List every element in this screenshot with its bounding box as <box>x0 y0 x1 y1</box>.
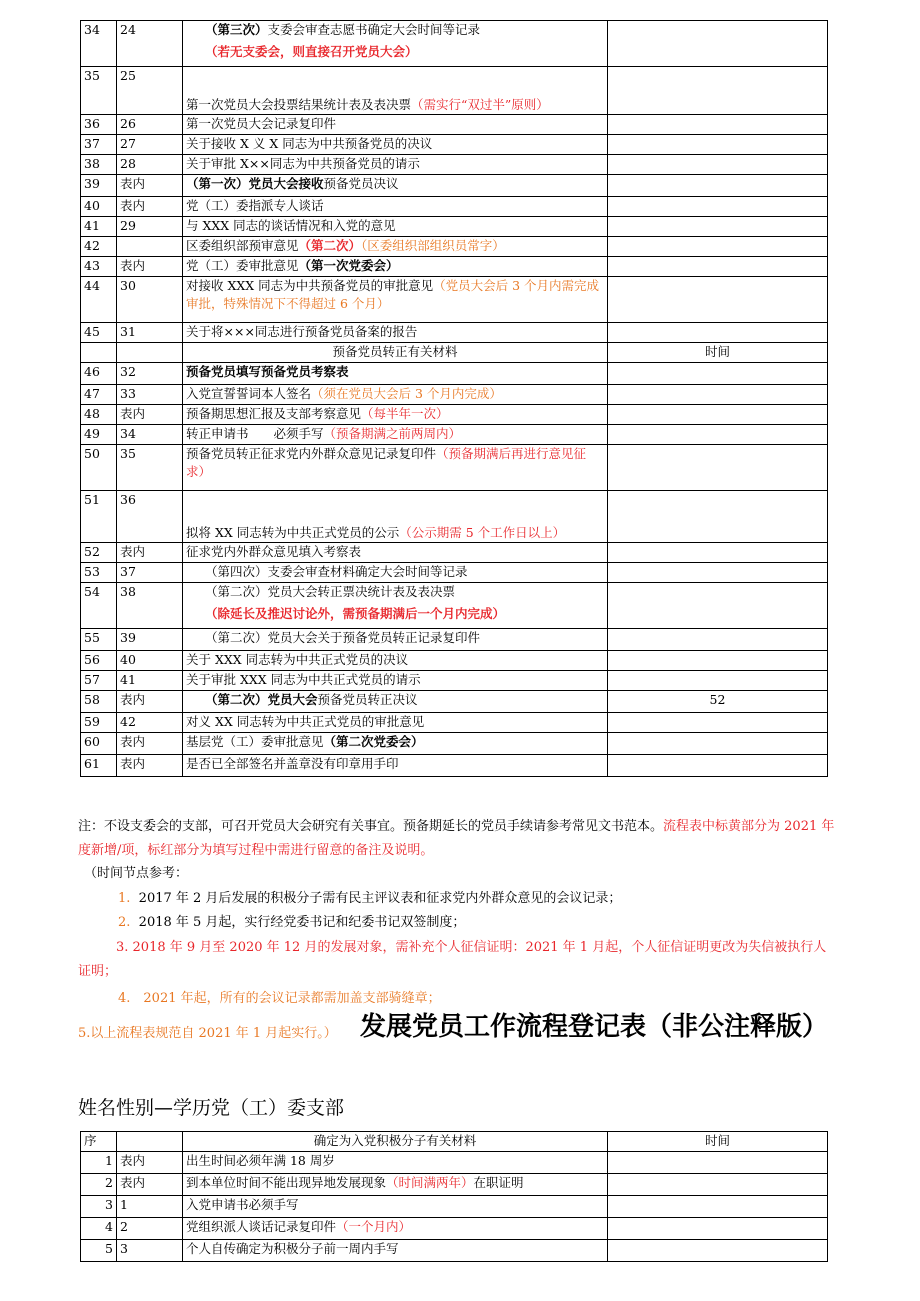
time-cell <box>608 491 828 543</box>
material-cell <box>183 257 608 277</box>
table-row <box>81 405 828 425</box>
text-segment: （须在党员大会后 3 个月内完成） <box>311 386 502 401</box>
text-segment: 转正申请书 必须手写 <box>186 426 324 441</box>
process-table-part2 <box>80 1131 828 1262</box>
ref-cell <box>117 237 183 257</box>
seq-cell: 44 <box>81 277 117 323</box>
time-cell <box>608 115 828 135</box>
seq-cell: 48 <box>81 405 117 425</box>
seq-cell: 50 <box>81 445 117 491</box>
time-cell <box>608 755 828 777</box>
ref-cell: 表内 <box>117 175 183 197</box>
table-row <box>81 629 828 651</box>
text-segment: 预备党员填写预备党员考察表 <box>186 364 349 379</box>
material-cell <box>183 629 608 651</box>
ref-cell: 表内 <box>117 755 183 777</box>
text-segment: 党（工）委指派专人谈话 <box>186 198 324 213</box>
table-row <box>81 651 828 671</box>
text-segment: 入党宣誓誓词本人签名 <box>186 386 312 401</box>
table-row <box>81 385 828 405</box>
seq-cell: 49 <box>81 425 117 445</box>
seq-cell: 59 <box>81 713 117 733</box>
process-table-part1 <box>80 20 828 777</box>
text-segment: （需实行“双过半”原则） <box>411 97 549 112</box>
seq-cell: 34 <box>81 21 117 67</box>
ref-cell: 2 <box>117 1218 183 1240</box>
ref-cell: 28 <box>117 155 183 175</box>
table-row <box>81 1196 828 1218</box>
text-segment: 到本单位时间不能出现异地发展现象 <box>186 1175 387 1190</box>
material-cell <box>183 405 608 425</box>
time-cell <box>608 1152 828 1174</box>
ref-cell: 表内 <box>117 197 183 217</box>
material-cell <box>183 445 608 491</box>
text-segment: 支委会审查志愿书确定大会时间等记录 <box>267 22 481 37</box>
ref-cell: 表内 <box>117 257 183 277</box>
text-segment: 预备党员转正征求党内外群众意见记录复印件 <box>186 446 437 461</box>
text-segment: 预备期思想汇报及支部考察意见 <box>186 406 362 421</box>
text-segment: （第一次党委会） <box>298 258 399 273</box>
material-cell <box>183 135 608 155</box>
ref-cell: 30 <box>117 277 183 323</box>
text-segment: 基层党（工）委审批意见 <box>186 734 324 749</box>
table-row <box>81 175 828 197</box>
material-cell <box>183 563 608 583</box>
time-cell <box>608 385 828 405</box>
text-segment: （预备期满之前两周内） <box>323 426 462 441</box>
ref-cell: 表内 <box>117 1152 183 1174</box>
seq-cell: 45 <box>81 323 117 343</box>
material-cell <box>183 733 608 755</box>
seq-cell: 60 <box>81 733 117 755</box>
text-segment: 征求党内外群众意见填入考察表 <box>186 544 362 559</box>
table-row <box>81 155 828 175</box>
table-row <box>81 135 828 155</box>
time-cell <box>608 1174 828 1196</box>
time-cell <box>608 405 828 425</box>
text-segment: （时间满两年） <box>386 1175 474 1190</box>
seq-cell: 51 <box>81 491 117 543</box>
text-segment: （第二次）党员大会 <box>205 692 318 707</box>
material-cell <box>183 755 608 777</box>
ref-cell: 表内 <box>117 543 183 563</box>
text-segment: （若无支委会，则直接召开党员大会） <box>205 44 418 59</box>
text-segment: 个人自传确定为积极分子前一周内手写 <box>186 1241 399 1256</box>
material-cell <box>183 543 608 563</box>
time-cell <box>608 671 828 691</box>
text-segment: 预备党员转正有关材料 <box>332 344 458 359</box>
text-segment: 出生时间必须年满 18 周岁 <box>186 1153 335 1168</box>
time-cell <box>608 583 828 629</box>
time-cell <box>608 1218 828 1240</box>
time-cell <box>608 563 828 583</box>
text-segment: 党（工）委审批意见 <box>186 258 299 273</box>
time-cell <box>608 67 828 115</box>
table-row <box>81 733 828 755</box>
material-header: 确定为入党积极分子有关材料 <box>183 1132 608 1152</box>
seq-cell: 41 <box>81 217 117 237</box>
material-remark <box>205 605 604 623</box>
text-segment: 第一次党员大会投票结果统计表及表决票 <box>186 97 412 112</box>
material-cell <box>183 323 608 343</box>
seq-cell: 46 <box>81 363 117 385</box>
text-segment: （一个月内） <box>336 1219 412 1234</box>
ref-cell: 42 <box>117 713 183 733</box>
table-row <box>81 67 828 115</box>
material-cell <box>183 1152 608 1174</box>
section-header-row <box>81 343 828 363</box>
time-cell <box>608 21 828 67</box>
table-row <box>81 323 828 343</box>
table-row <box>81 583 828 629</box>
table-row <box>81 425 828 445</box>
form-subtitle: 姓名性别—学历党（工）委支部 <box>78 1097 345 1119</box>
table-row <box>81 691 828 713</box>
text-segment: 与 XXX 同志的谈话情况和入党的意见 <box>186 218 396 233</box>
material-cell <box>183 1196 608 1218</box>
time-cell <box>608 237 828 257</box>
material-cell <box>183 197 608 217</box>
material-cell <box>183 175 608 197</box>
text-segment: 关于 XXX 同志转为中共正式党员的决议 <box>186 652 409 667</box>
text-segment: 对接收 XXX 同志为中共预备党员的审批意见 <box>186 278 434 293</box>
table-row <box>81 217 828 237</box>
material-cell <box>183 21 608 67</box>
item-1-number: 1. <box>118 891 131 906</box>
text-segment: （第二次） <box>298 238 362 253</box>
table-row <box>81 543 828 563</box>
ref-cell: 36 <box>117 491 183 543</box>
timeline-item-1 <box>118 887 878 911</box>
table-row <box>81 21 828 67</box>
text-segment: 预备党员转正决议 <box>317 692 418 707</box>
item-2-text: 2018 年 5 月起，实行经党委书记和纪委书记双签制度； <box>138 915 466 930</box>
material-cell <box>183 1218 608 1240</box>
material-cell <box>183 651 608 671</box>
text-segment: （第二次党委会） <box>323 734 424 749</box>
ref-cell: 表内 <box>117 405 183 425</box>
ref-cell <box>117 343 183 363</box>
ref-cell: 29 <box>117 217 183 237</box>
table-row <box>81 1174 828 1196</box>
material-cell <box>183 425 608 445</box>
ref-cell: 3 <box>117 1240 183 1262</box>
table-row <box>81 1152 828 1174</box>
time-cell <box>608 155 828 175</box>
material-cell <box>183 115 608 135</box>
table-row <box>81 197 828 217</box>
table-row <box>81 363 828 385</box>
material-cell <box>183 67 608 115</box>
seq-cell: 57 <box>81 671 117 691</box>
ref-cell: 31 <box>117 323 183 343</box>
ref-cell: 表内 <box>117 691 183 713</box>
time-cell <box>608 363 828 385</box>
text-segment: 关于审批 XXX 同志为中共正式党员的请示 <box>186 672 421 687</box>
table-row <box>81 1218 828 1240</box>
ref-cell: 37 <box>117 563 183 583</box>
time-cell <box>608 197 828 217</box>
seq-cell: 54 <box>81 583 117 629</box>
material-cell <box>183 671 608 691</box>
time-cell <box>608 651 828 671</box>
table-row <box>81 713 828 733</box>
note-paragraph <box>78 815 838 863</box>
material-cell <box>183 237 608 257</box>
material-cell <box>183 217 608 237</box>
seq-cell: 37 <box>81 135 117 155</box>
time-cell <box>608 425 828 445</box>
ref-cell: 41 <box>117 671 183 691</box>
ref-cell: 34 <box>117 425 183 445</box>
text-segment: （除延长及推迟讨论外，需预备期满后一个月内完成） <box>205 606 506 621</box>
text-segment: 区委组织部预审意见 <box>186 238 299 253</box>
seq-cell: 56 <box>81 651 117 671</box>
text-segment: （第三次） <box>205 22 268 37</box>
table-row <box>81 755 828 777</box>
material-cell <box>183 583 608 629</box>
timeline-item-5: 5.以上流程表规范自 2021 年 1 月起实行。） <box>78 1026 337 1041</box>
time-cell <box>608 733 828 755</box>
seq-cell: 55 <box>81 629 117 651</box>
item-2-number: 2. <box>118 915 131 930</box>
text-segment: （第四次）支委会审查材料确定大会时间等记录 <box>205 564 468 579</box>
time-header: 时间 <box>608 1132 828 1152</box>
text-segment: 预备党员决议 <box>323 176 399 191</box>
timeline-item-2 <box>118 911 878 935</box>
time-cell <box>608 1240 828 1262</box>
material-cell <box>183 691 608 713</box>
table-row <box>81 445 828 491</box>
form-title: 发展党员工作流程登记表（非公注释版） <box>360 1012 829 1042</box>
seq-cell: 3 <box>81 1196 117 1218</box>
time-cell <box>608 629 828 651</box>
material-remark <box>205 43 604 61</box>
seq-cell: 2 <box>81 1174 117 1196</box>
ref-cell: 40 <box>117 651 183 671</box>
table-row <box>81 491 828 543</box>
ref-cell: 27 <box>117 135 183 155</box>
time-cell <box>608 445 828 491</box>
text-segment: （每半年一次） <box>361 406 449 421</box>
material-cell <box>183 155 608 175</box>
time-cell <box>608 277 828 323</box>
ref-cell: 26 <box>117 115 183 135</box>
seq-cell: 40 <box>81 197 117 217</box>
ref-cell: 25 <box>117 67 183 115</box>
time-cell <box>608 543 828 563</box>
text-segment: 入党申请书必须手写 <box>186 1197 299 1212</box>
text-segment: 第一次党员大会记录复印件 <box>186 116 337 131</box>
time-cell <box>608 217 828 237</box>
table-row <box>81 671 828 691</box>
seq-cell: 43 <box>81 257 117 277</box>
timeline-item-3: 3. 2018 年 9 月至 2020 年 12 月的发展对象，需补充个人征信证明：2021 年 1 月起，个人征信证明更改为失信被执行人证明； <box>78 940 827 979</box>
ref-cell: 表内 <box>117 733 183 755</box>
material-cell <box>183 1240 608 1262</box>
table-row <box>81 277 828 323</box>
ref-cell: 39 <box>117 629 183 651</box>
table2-header-row <box>81 1132 828 1152</box>
ref-cell: 32 <box>117 363 183 385</box>
material-cell <box>183 713 608 733</box>
seq-cell: 38 <box>81 155 117 175</box>
text-segment: 关于将×××同志进行预备党员备案的报告 <box>186 324 418 339</box>
section-title-cell <box>183 343 608 363</box>
text-segment: （第二次）党员大会关于预备党员转正记录复印件 <box>205 630 481 645</box>
table-row <box>81 563 828 583</box>
seq-cell: 5 <box>81 1240 117 1262</box>
text-segment: 拟将 XX 同志转为中共正式党员的公示 <box>186 525 400 540</box>
seq-cell: 35 <box>81 67 117 115</box>
seq-cell: 39 <box>81 175 117 197</box>
text-segment: 在职证明 <box>473 1175 524 1190</box>
material-cell <box>183 363 608 385</box>
text-segment: （预备期满后再进行意见征求） <box>186 446 587 479</box>
table-row <box>81 237 828 257</box>
seq-cell <box>81 343 117 363</box>
item-1-text: 2017 年 2 月后发展的积极分子需有民主评议表和征求党内外群众意见的会议记录； <box>138 891 622 906</box>
time-header-cell: 时间 <box>608 343 828 363</box>
text-segment: （第二次）党员大会转正票决统计表及表决票 <box>205 584 456 599</box>
time-cell: 52 <box>608 691 828 713</box>
seq-cell: 47 <box>81 385 117 405</box>
text-segment: 关于审批 X××同志为中共预备党员的请示 <box>186 156 420 171</box>
time-cell <box>608 135 828 155</box>
ref-cell: 1 <box>117 1196 183 1218</box>
table-row <box>81 115 828 135</box>
table-row <box>81 257 828 277</box>
time-cell <box>608 713 828 733</box>
seq-cell: 42 <box>81 237 117 257</box>
material-cell <box>183 385 608 405</box>
time-cell <box>608 257 828 277</box>
note-red: 流程表中标黄部分为 2021 年度新增/项，标红部分为填写过程中需进行留意的备注及说明。 <box>78 819 835 858</box>
timeline-item-4: 4. 2021 年起，所有的会议记录都需加盖支部骑缝章； <box>118 991 441 1006</box>
seq-cell: 36 <box>81 115 117 135</box>
ref-cell: 38 <box>117 583 183 629</box>
text-segment: （区委组织部组织员常字） <box>361 238 505 253</box>
time-cell <box>608 175 828 197</box>
seq-header: 序 <box>81 1132 117 1152</box>
material-cell <box>183 1174 608 1196</box>
table-row <box>81 1240 828 1262</box>
material-cell <box>183 491 608 543</box>
time-cell <box>608 1196 828 1218</box>
text-segment: （公示期需 5 个工作日以上） <box>399 525 566 540</box>
seq-cell: 1 <box>81 1152 117 1174</box>
time-cell <box>608 323 828 343</box>
ref-cell: 表内 <box>117 1174 183 1196</box>
ref-cell: 33 <box>117 385 183 405</box>
text-segment: 党组织派人谈话记录复印件 <box>186 1219 337 1234</box>
text-segment: 关于接收 X 义 X 同志为中共预备党员的决议 <box>186 136 433 151</box>
seq-cell: 53 <box>81 563 117 583</box>
material-cell <box>183 277 608 323</box>
text-segment: （党员大会后 3 个月内需完成审批，特殊情况下不得超过 6 个月） <box>186 278 600 311</box>
seq-cell: 52 <box>81 543 117 563</box>
seq-cell: 61 <box>81 755 117 777</box>
ref-cell: 35 <box>117 445 183 491</box>
seq-cell: 4 <box>81 1218 117 1240</box>
text-segment: 是否已全部签名并盖章没有印章用手印 <box>186 756 399 771</box>
note-main: 注：不设支委会的支部，可召开党员大会研究有关事宜。预备期延长的党员手续请参考常见文书范本。 <box>78 819 664 834</box>
text-segment: 对义 XX 同志转为中共正式党员的审批意见 <box>186 714 425 729</box>
text-segment: （第一次）党员大会接收 <box>186 176 324 191</box>
seq-cell: 58 <box>81 691 117 713</box>
timeline-intro: （时间节点参考： <box>84 866 189 881</box>
ref-cell: 24 <box>117 21 183 67</box>
